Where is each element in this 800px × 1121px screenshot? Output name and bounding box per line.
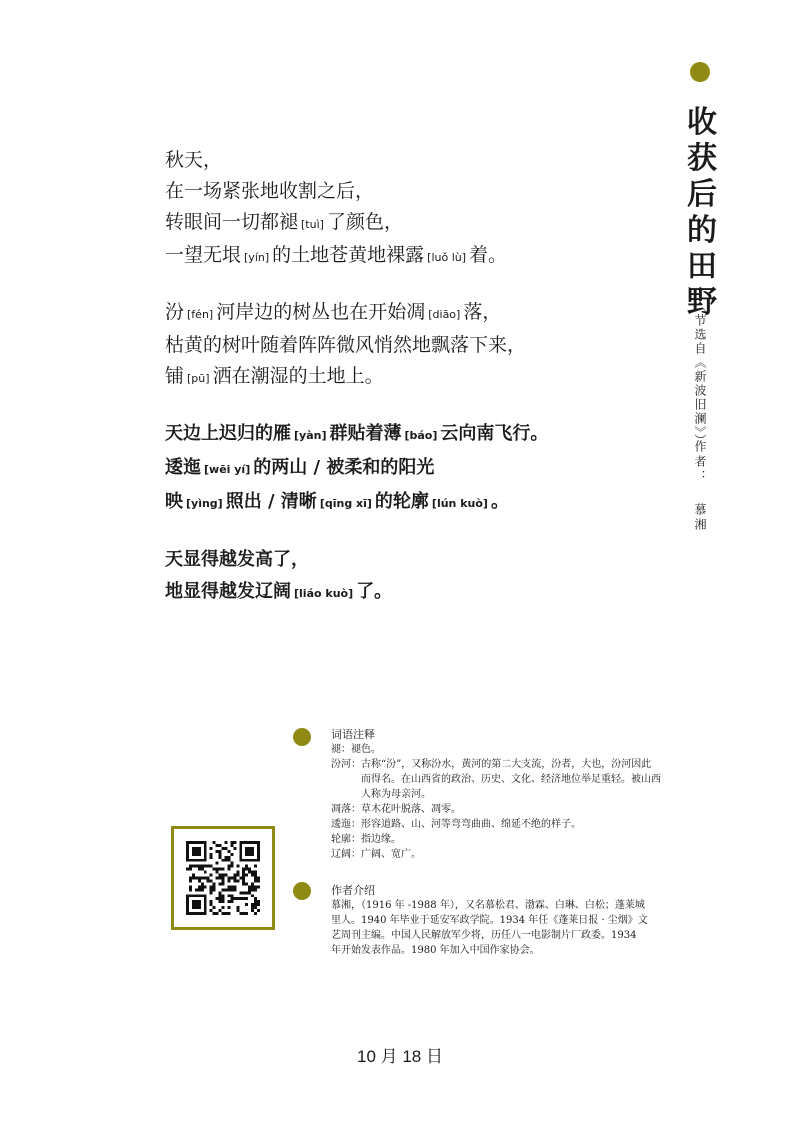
glossary-term: 凋落： [331,804,361,815]
poem-line [165,452,665,486]
glossary-term: 逶迤： [331,819,361,830]
glossary-heading: 词语注释 [331,728,375,741]
pinyin: [qīng xī] [319,497,372,510]
glossary-definition: 形容道路、山、河等弯弯曲曲、绵延不绝的样子。 [361,819,581,830]
glossary-definition: 广阔、宽广。 [361,849,421,860]
line-text: 天边上迟归的雁 [165,423,291,444]
pinyin: [diāo] [428,308,461,321]
author-bio [331,883,649,958]
pinyin: [lún kuò] [431,497,488,510]
pinyin: [fén] [187,308,214,321]
line-text: 映 [165,491,183,512]
poem-line [165,240,665,273]
line-text: 转眼间一切都褪 [165,211,299,233]
bio-text: 慕湘，（1916 年 -1988 年），又名慕松君、渤霖、白琳、白松；蓬莱城里人。1940 年毕业于延安军政学院。1934 年任《蓬莱日报 · 尘烟》文艺周刊主编。中国人民解放军少将，历任八一电影制片厂政委。1934 年开始发表作品。1980 年加入中国作家协会。 [331,900,648,956]
qr-code-icon[interactable] [186,841,260,915]
poem-line [165,207,665,240]
poem-line [165,297,665,330]
poem-body [165,145,665,634]
pinyin: [yìng] [186,497,223,510]
pinyin: [tuì] [301,218,324,231]
glossary-entry [331,757,661,802]
glossary [331,727,661,862]
poem-line [165,576,665,610]
glossary-term: 汾河： [331,759,361,770]
line-text: 照出 / 清晰 [225,491,317,512]
line-text: 。 [490,491,509,512]
author-name: 慕湘 [693,503,707,533]
glossary-entry [331,802,661,817]
line-text: 落， [463,301,502,323]
glossary-definition: 草木花叶脱落、凋零。 [361,804,461,815]
poem-line [165,544,665,576]
glossary-entry [331,832,661,847]
line-text: 的土地苍黄地裸露 [272,244,425,266]
line-text: 了颜色， [326,211,403,233]
line-text: 的两山 / 被柔和的阳光 [253,457,435,478]
line-text: 云向南飞行。 [440,423,549,444]
line-text: 汾 [165,301,185,323]
line-text: 群贴着薄 [329,423,402,444]
line-text: 的轮廓 [374,491,429,512]
author-label: 作者： [693,440,707,485]
line-text: 在一场紧张地收割之后， [165,180,375,202]
line-text: 河岸边的树丛也在开始凋 [216,301,426,323]
author-credit [692,440,708,533]
glossary-definition: 褪色。 [351,744,381,755]
glossary-dot [293,728,311,746]
qr-code-frame[interactable] [171,826,275,930]
stanza-4 [165,544,665,610]
glossary-term: 辽阔： [331,849,361,860]
line-text: 了。 [356,581,393,602]
line-text: 地显得越发辽阔 [165,581,291,602]
poem-line [165,145,665,176]
pinyin: [pū] [187,372,210,385]
pinyin: [wēi yí] [204,463,251,476]
poem-line [165,176,665,207]
poem-line [165,418,665,452]
poem-subtitle: （节选自《新波旧澜》） [693,300,707,448]
glossary-entry [331,847,661,862]
line-text: 枯黄的树叶随着阵阵微风悄然地飘落下来， [165,334,527,356]
pinyin: [liáo kuò] [294,587,354,600]
line-text: 着。 [469,244,508,266]
glossary-definition: 古称“汾”，又称汾水，黄河的第二大支流，汾者，大也，汾河因此而得名。在山西省的政治、历史、文化、经济地位举足重轻。被山西人称为母亲河。 [361,759,661,800]
pinyin: [luǒ lù] [427,251,467,264]
line-text: 一望无垠 [165,244,242,266]
line-text: 铺 [165,365,185,387]
glossary-term: 褪： [331,744,351,755]
bio-dot [293,882,311,900]
pinyin: [yín] [244,251,270,264]
stanza-2 [165,297,665,394]
line-text: 洒在潮湿的土地上。 [212,365,384,387]
pinyin: [báo] [404,429,438,442]
glossary-term: 轮廓： [331,834,361,845]
page-date: 10 月 18 日 [357,1047,443,1066]
poem-line [165,486,665,520]
glossary-entry [331,742,661,757]
glossary-entry [331,817,661,832]
poem-line [165,330,665,361]
bio-heading: 作者介绍 [331,884,375,897]
poem-title: 收获后的田野 [687,105,717,320]
title-accent-dot [690,62,710,82]
stanza-1 [165,145,665,273]
pinyin: [yàn] [294,429,327,442]
line-text: 天显得越发高了， [165,549,309,570]
stanza-3 [165,418,665,520]
glossary-definition: 指边缘。 [361,834,401,845]
poem-line [165,361,665,394]
line-text: 逶迤 [165,457,201,478]
line-text: 秋天， [165,149,223,171]
